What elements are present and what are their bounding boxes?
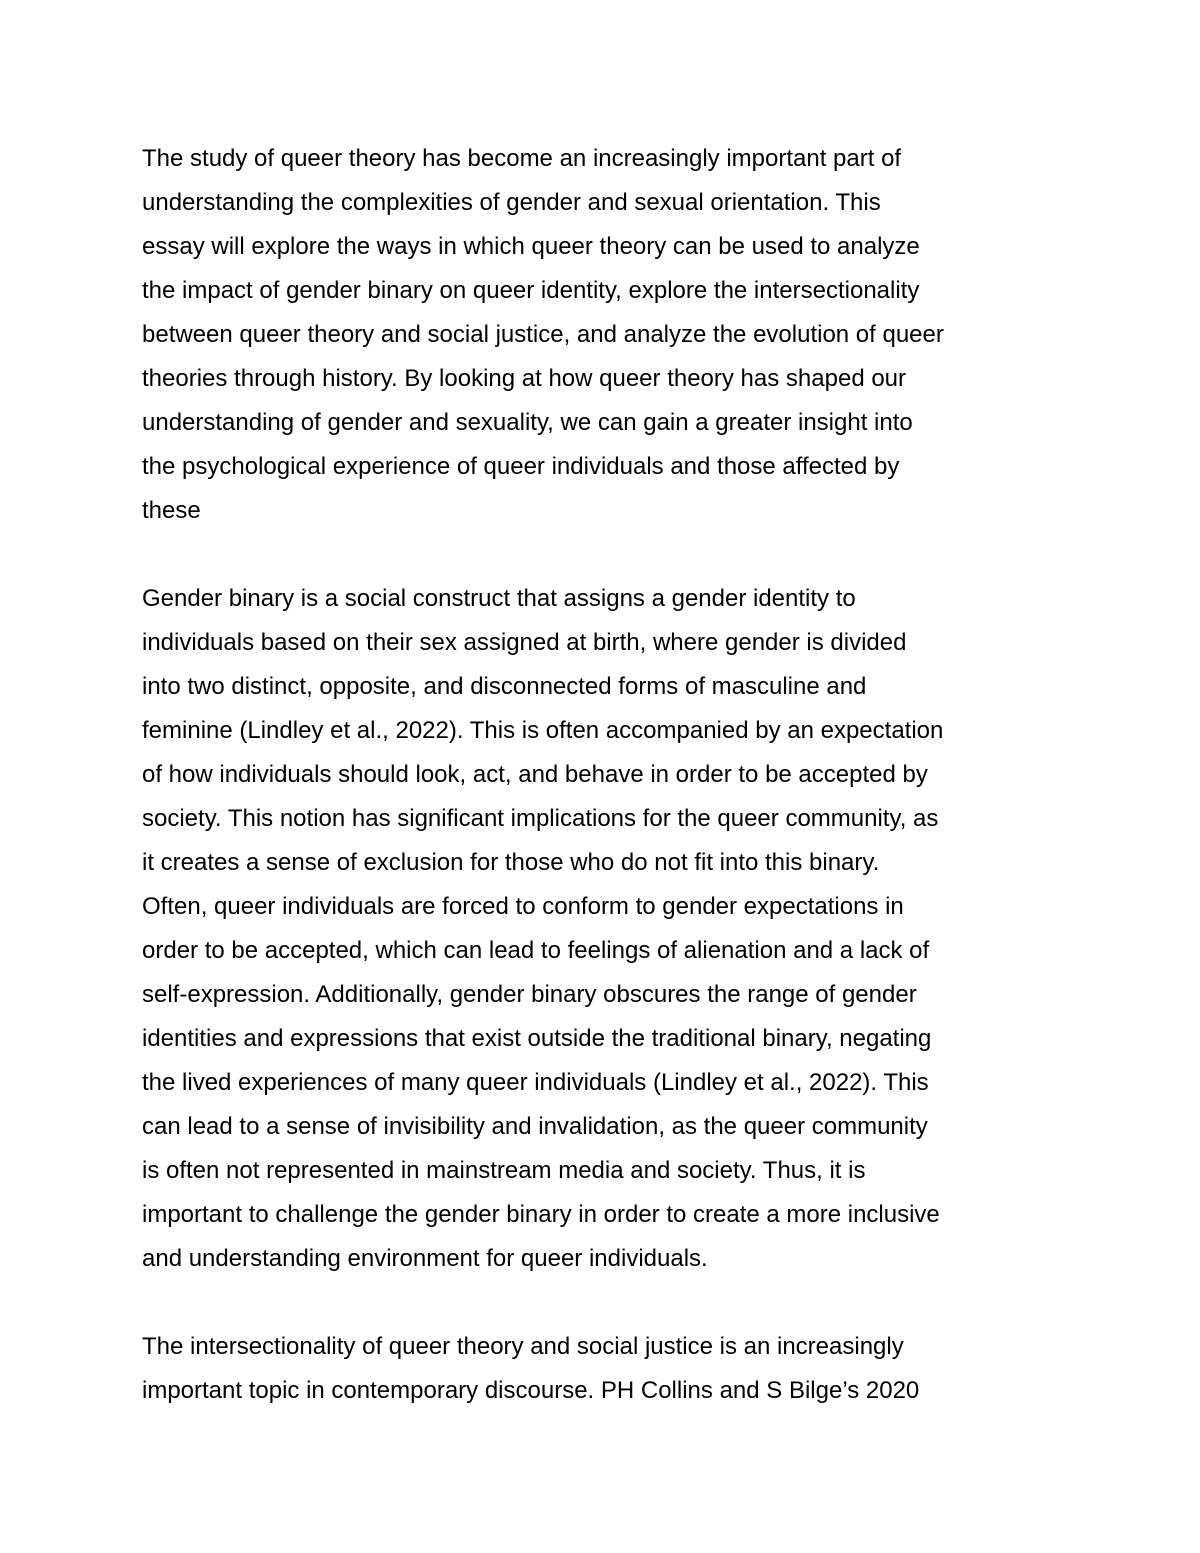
text-line: Often, queer individuals are forced to conform to gender expectations in	[142, 893, 904, 920]
paragraph-intersectionality	[142, 1325, 1072, 1413]
text-line: The study of queer theory has become an increasingly important part of	[142, 145, 902, 172]
text-line: important topic in contemporary discourse. PH Collins and S Bilge’s 2020	[142, 1377, 920, 1404]
text-line: The intersectionality of queer theory and social justice is an increasingly	[142, 1333, 904, 1360]
text-line: essay will explore the ways in which queer theory can be used to analyze	[142, 233, 920, 260]
text-line: these	[142, 497, 201, 524]
text-line: feminine (Lindley et al., 2022). This is often accompanied by an expectation	[142, 717, 944, 744]
text-line: and understanding environment for queer individuals.	[142, 1245, 708, 1272]
text-line: society. This notion has significant implications for the queer community, as	[142, 805, 939, 832]
text-line: it creates a sense of exclusion for those who do not fit into this binary.	[142, 849, 880, 876]
text-line: identities and expressions that exist outside the traditional binary, negating	[142, 1025, 932, 1052]
text-line: understanding of gender and sexuality, we can gain a greater insight into	[142, 409, 913, 436]
text-line: can lead to a sense of invisibility and invalidation, as the queer community	[142, 1113, 928, 1140]
text-line: Gender binary is a social construct that assigns a gender identity to	[142, 585, 856, 612]
text-line: self-expression. Additionally, gender binary obscures the range of gender	[142, 981, 917, 1008]
text-line: understanding the complexities of gender and sexual orientation. This	[142, 189, 881, 216]
text-line: important to challenge the gender binary in order to create a more inclusive	[142, 1201, 940, 1228]
paragraph-gender-binary	[142, 577, 1072, 1281]
text-line: order to be accepted, which can lead to feelings of alienation and a lack of	[142, 937, 930, 964]
text-line: is often not represented in mainstream media and society. Thus, it is	[142, 1157, 866, 1184]
text-line: the lived experiences of many queer individuals (Lindley et al., 2022). This	[142, 1069, 929, 1096]
text-line: between queer theory and social justice, and analyze the evolution of queer	[142, 321, 944, 348]
paragraph-introduction	[142, 137, 1072, 533]
text-line: the psychological experience of queer individuals and those affected by	[142, 453, 900, 480]
text-line: individuals based on their sex assigned at birth, where gender is divided	[142, 629, 907, 656]
text-line: into two distinct, opposite, and disconnected forms of masculine and	[142, 673, 867, 700]
text-line: of how individuals should look, act, and behave in order to be accepted by	[142, 761, 928, 788]
text-line: the impact of gender binary on queer identity, explore the intersectionality	[142, 277, 920, 304]
text-line: theories through history. By looking at how queer theory has shaped our	[142, 365, 907, 392]
document-body	[142, 137, 1072, 1457]
